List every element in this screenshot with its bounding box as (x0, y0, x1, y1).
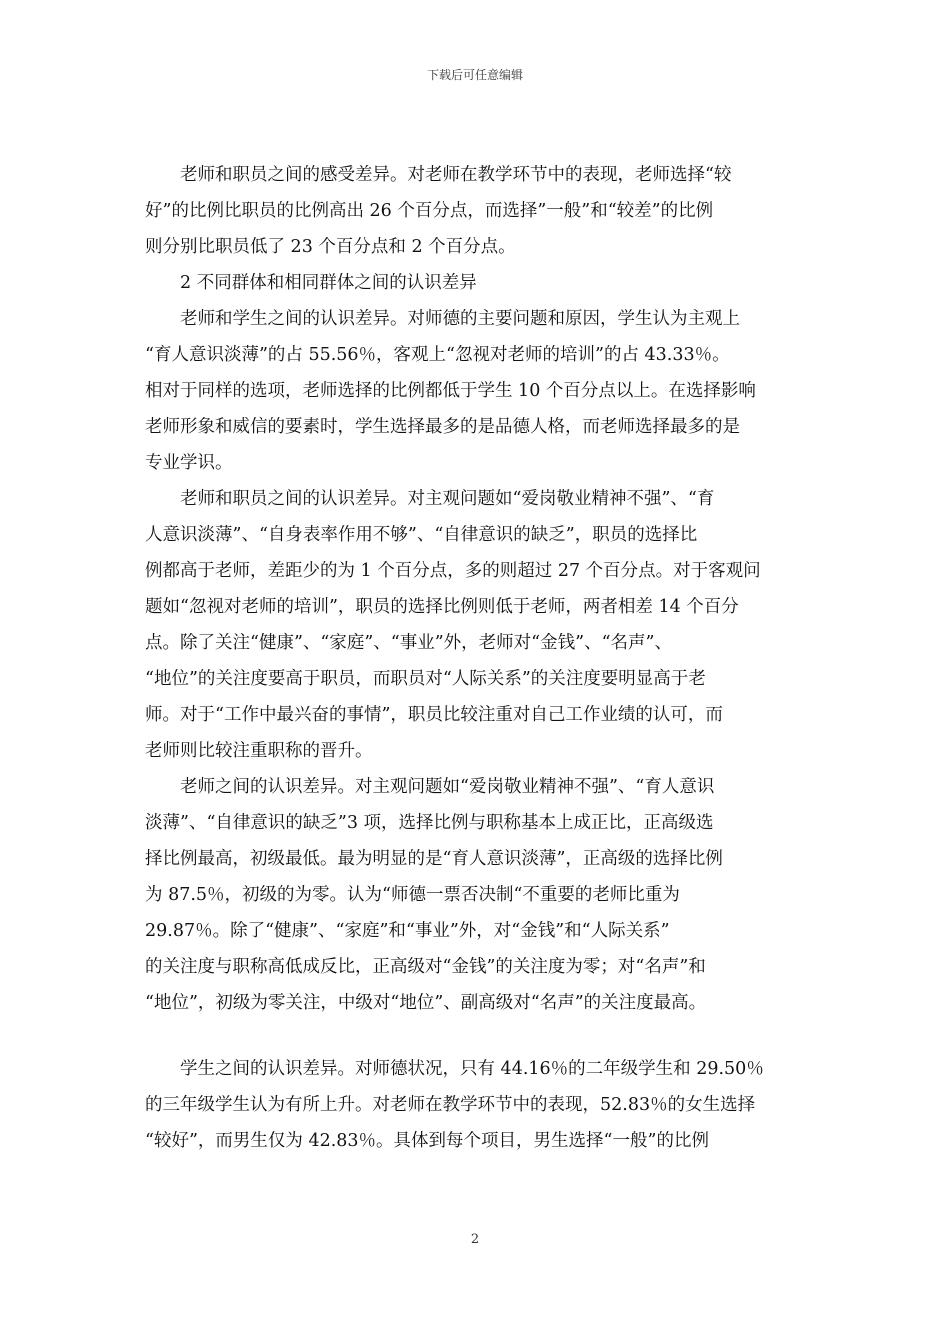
paragraph-teacher-student (145, 301, 805, 481)
text-line: 的关注度与职称高低成反比，正高级对“金钱”的关注度为零；对“名声”和 (145, 957, 706, 977)
paragraph-staff-perception (145, 157, 805, 265)
page-header: 下载后可任意编辑 (426, 68, 523, 82)
text-line: 为 87.5％，初级的为零。认为“师德一票否决制“不重要的老师比重为 (145, 885, 680, 905)
text-line: 择比例最高，初级最低。最为明显的是“育人意识淡薄”，正高级的选择比例 (145, 849, 723, 869)
section-heading (145, 265, 805, 301)
text-line: 专业学识。 (145, 453, 233, 473)
paragraph-among-teachers (145, 769, 805, 1021)
heading-line: 2 不同群体和相同群体之间的认识差异 (145, 273, 477, 293)
paragraph-teacher-staff (145, 481, 805, 769)
text-line: 老师则比较注重职称的晋升。 (145, 741, 373, 761)
text-line: 好”的比例比职员的比例高出 26 个百分点，而选择”一般”和“较差”的比例 (145, 201, 714, 221)
text-line: 学生之间的认识差异。对师德状况，只有 44.16％的二年级学生和 29.50％ (145, 1059, 764, 1079)
text-line: “较好”，而男生仅为 42.83％。具体到每个项目，男生选择“一般”的比例 (145, 1131, 709, 1151)
text-line: 老师和职员之间的感受差异。对老师在教学环节中的表现，老师选择“较 (145, 165, 732, 185)
text-line: 则分别比职员低了 23 个百分点和 2 个百分点。 (145, 237, 516, 257)
text-line: 点。除了关注“健康”、“家庭”、“事业”外，老师对“金钱”、“名声”、 (145, 633, 672, 653)
text-line: 的三年级学生认为有所上升。对老师在教学环节中的表现，52.83％的女生选择 (145, 1095, 756, 1115)
text-line: 师。对于“工作中最兴奋的事情”，职员比较注重对自己工作业绩的认可，而 (145, 705, 723, 725)
text-line: 例都高于老师，差距少的为 1 个百分点，多的则超过 27 个百分点。对于客观问 (145, 561, 761, 581)
text-line: 老师形象和威信的要素时，学生选择最多的是品德人格，而老师选择最多的是 (145, 417, 740, 437)
paragraph-among-students (145, 1051, 805, 1159)
text-line: 老师和学生之间的认识差异。对师德的主要问题和原因，学生认为主观上 (145, 309, 740, 329)
document-body (145, 157, 805, 1159)
text-line: “地位”的关注度要高于职员，而职员对“人际关系”的关注度要明显高于老 (145, 669, 706, 689)
page-number: 2 (470, 1232, 480, 1247)
text-line: 淡薄”、“自律意识的缺乏”3 项，选择比例与职称基本上成正比，正高级选 (145, 813, 714, 833)
text-line: 29.87％。除了“健康”、“家庭”和“事业”外，对“金钱”和“人际关系” (145, 921, 670, 941)
text-line: 人意识淡薄”、“自身表率作用不够”、“自律意识的缺乏”，职员的选择比 (145, 525, 698, 545)
paragraph-gap (145, 1021, 805, 1051)
text-line: “地位”，初级为零关注，中级对“地位”、副高级对“名声”的关注度最高。 (145, 993, 707, 1013)
text-line: 老师和职员之间的认识差异。对主观问题如“爱岗敬业精神不强”、“育 (145, 489, 715, 509)
text-line: 相对于同样的选项，老师选择的比例都低于学生 10 个百分点以上。在选择影响 (145, 381, 756, 401)
text-line: 题如“忽视对老师的培训”，职员的选择比例则低于老师，两者相差 14 个百分 (145, 597, 739, 617)
text-line: 老师之间的认识差异。对主观问题如“爱岗敬业精神不强”、“育人意识 (145, 777, 715, 797)
text-line: “育人意识淡薄”的占 55.56％，客观上“忽视对老师的培训”的占 43.33％。 (145, 345, 730, 365)
